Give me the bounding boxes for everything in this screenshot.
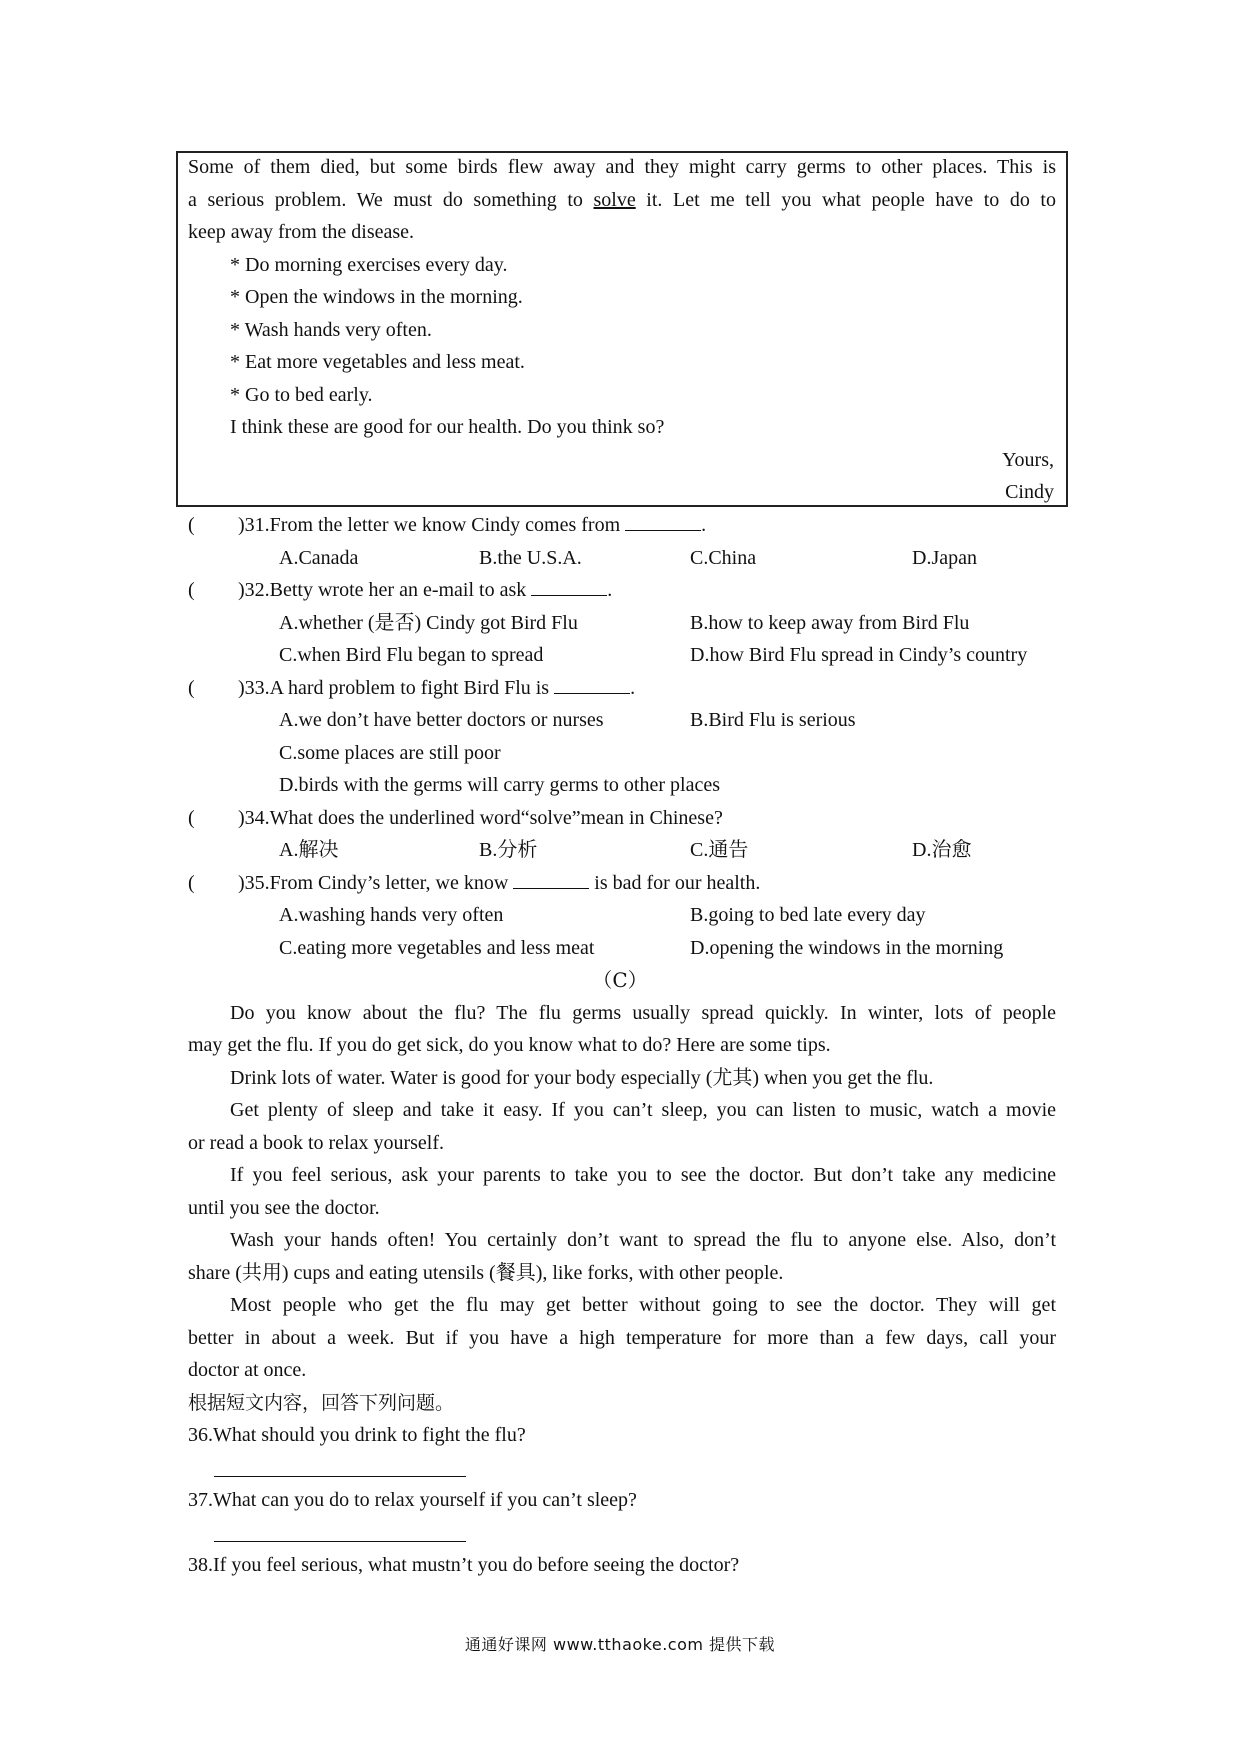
sign-off: Yours, bbox=[1002, 449, 1054, 471]
open-question-37: 37.What can you do to relax yourself if you can’t sleep? bbox=[188, 1489, 637, 1511]
option-a[interactable]: A.we don’t have better doctors or nurses bbox=[279, 709, 604, 731]
tip-item: * Eat more vegetables and less meat. bbox=[230, 351, 525, 373]
letter-text: it. Let me tell you what people have to do to bbox=[635, 189, 1056, 211]
option-a[interactable]: A.washing hands very often bbox=[279, 904, 504, 926]
passage-line: may get the flu. If you do get sick, do you know what to do? Here are some tips. bbox=[188, 1034, 831, 1056]
letter-closing-question: I think these are good for our health. Do you think so? bbox=[230, 416, 665, 438]
passage-line: better in about a week. But if you have a high temperature for more than a few days, call your bbox=[188, 1327, 1056, 1349]
tip-item: * Do morning exercises every day. bbox=[230, 254, 508, 276]
stem-end: . bbox=[630, 677, 636, 699]
option-b[interactable]: B.going to bed late every day bbox=[690, 904, 926, 926]
option-d[interactable]: D.birds with the germs will carry germs to other places bbox=[279, 774, 720, 796]
option-d[interactable]: D.Japan bbox=[912, 547, 977, 569]
stem-end: . bbox=[701, 514, 707, 536]
answer-blank[interactable] bbox=[531, 577, 607, 596]
passage-line: Do you know about the flu? The flu germs usually spread quickly. In winter, lots of people bbox=[230, 1002, 1056, 1024]
letter-text: a serious problem. We must do something to bbox=[188, 189, 594, 211]
option-c[interactable]: C.eating more vegetables and less meat bbox=[279, 937, 595, 959]
tip-item: * Open the windows in the morning. bbox=[230, 286, 523, 308]
section-heading: （C） bbox=[592, 968, 648, 992]
passage-line: Get plenty of sleep and take it easy. If you can’t sleep, you can listen to music, watch a movie bbox=[230, 1099, 1056, 1121]
question-paren: ( bbox=[188, 872, 195, 894]
letter-line: keep away from the disease. bbox=[188, 221, 415, 243]
passage-line: Most people who get the flu may get better without going to see the doctor. They will get bbox=[230, 1294, 1056, 1316]
option-a[interactable]: A.Canada bbox=[279, 547, 359, 569]
stem-text: )35.From Cindy’s letter, we know bbox=[238, 872, 509, 894]
option-b[interactable]: B.分析 bbox=[479, 839, 538, 861]
option-d[interactable]: D.治愈 bbox=[912, 839, 972, 861]
instruction: 根据短文内容，回答下列问题。 bbox=[188, 1392, 455, 1414]
stem-end: . bbox=[607, 579, 613, 601]
option-a[interactable]: A.whether (是否) Cindy got Bird Flu bbox=[279, 612, 578, 634]
open-question-36: 36.What should you drink to fight the flu? bbox=[188, 1424, 526, 1446]
question-paren: ( bbox=[188, 514, 195, 536]
answer-blank[interactable] bbox=[554, 675, 630, 694]
question-stem bbox=[238, 674, 635, 702]
stem-text: )32.Betty wrote her an e-mail to ask bbox=[238, 579, 527, 601]
stem-text: )31.From the letter we know Cindy comes from bbox=[238, 514, 621, 536]
question-paren: ( bbox=[188, 579, 195, 601]
question-paren: ( bbox=[188, 677, 195, 699]
option-c[interactable]: C.China bbox=[690, 547, 757, 569]
question-paren: ( bbox=[188, 807, 195, 829]
option-c[interactable]: C.通告 bbox=[690, 839, 749, 861]
option-b[interactable]: B.how to keep away from Bird Flu bbox=[690, 612, 970, 634]
stem-end: is bad for our health. bbox=[594, 872, 761, 894]
letter-line: Some of them died, but some birds flew away and they might carry germs to other places. This is bbox=[188, 156, 1056, 178]
option-d[interactable]: D.opening the windows in the morning bbox=[690, 937, 1004, 959]
question-stem: )34.What does the underlined word“solve”mean in Chinese? bbox=[238, 807, 723, 829]
answer-line-36[interactable] bbox=[214, 1476, 466, 1477]
option-b[interactable]: B.Bird Flu is serious bbox=[690, 709, 856, 731]
passage-line: Wash your hands often! You certainly don’t want to spread the flu to anyone else. Also, don’t bbox=[230, 1229, 1056, 1251]
underlined-word: solve bbox=[593, 189, 636, 211]
option-c[interactable]: C.some places are still poor bbox=[279, 742, 501, 764]
tip-item: * Go to bed early. bbox=[230, 384, 373, 406]
passage-line: doctor at once. bbox=[188, 1359, 307, 1381]
page-footer: 通通好课网 www.tthaoke.com 提供下载 bbox=[464, 1635, 776, 1654]
question-stem bbox=[238, 869, 760, 897]
open-question-38: 38.If you feel serious, what mustn’t you do before seeing the doctor? bbox=[188, 1554, 740, 1576]
option-c[interactable]: C.when Bird Flu began to spread bbox=[279, 644, 544, 666]
answer-line-37[interactable] bbox=[214, 1541, 466, 1542]
option-b[interactable]: B.the U.S.A. bbox=[479, 547, 582, 569]
passage-line: or read a book to relax yourself. bbox=[188, 1132, 445, 1154]
letter-line bbox=[188, 186, 1056, 214]
option-a[interactable]: A.解决 bbox=[279, 839, 339, 861]
signature: Cindy bbox=[1005, 481, 1054, 503]
option-d[interactable]: D.how Bird Flu spread in Cindy’s country bbox=[690, 644, 1028, 666]
stem-text: )33.A hard problem to fight Bird Flu is bbox=[238, 677, 550, 699]
question-stem bbox=[238, 576, 612, 604]
tip-item: * Wash hands very often. bbox=[230, 319, 432, 341]
answer-blank[interactable] bbox=[513, 870, 589, 889]
answer-blank[interactable] bbox=[625, 512, 701, 531]
passage-line: share (共用) cups and eating utensils (餐具), like forks, with other people. bbox=[188, 1262, 784, 1284]
passage-line: until you see the doctor. bbox=[188, 1197, 380, 1219]
passage-line: Drink lots of water. Water is good for your body especially (尤其) when you get the flu. bbox=[230, 1067, 934, 1089]
question-stem bbox=[238, 511, 706, 539]
passage-line: If you feel serious, ask your parents to take you to see the doctor. But don’t take any medicine bbox=[230, 1164, 1056, 1186]
